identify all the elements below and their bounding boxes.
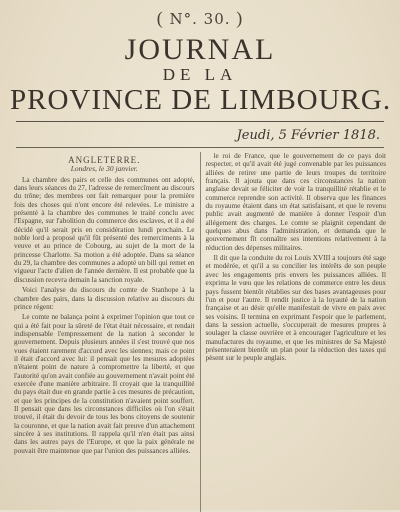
right-paragraph: le roi de France, que le gouvernement de ce pays doit respecter, et qu'il avait été jugé convenable par les puissances alliées de retirer une partie de leurs troupes du territoire français. Il ajouta que dans ces circonstances la nation anglaise devait se féliciter de voir la tranquillité rétablie et le commerce reprendre son activité. Il observa que les finances du royaume étaient dans un état satisfaisant, et que le revenu public avait augmenté de manière à donner l'espoir d'un allégement des charges. Le comte se plaignit cependant de quelques abus dans l'administration, et demanda que le gouvernement fît connaître ses intentions relativement à la réduction des dépenses militaires.: [205, 152, 386, 252]
masthead-province: PROVINCE DE LIMBOURG.: [10, 84, 392, 116]
left-paragraph: La chambre des pairs et celle des communes ont adopté, dans leurs séances du 27, l'adresse de remercîment au discours du trône; des membres ont fait remarquer pour la première fois des choses qui n'ont encore été relevées. Le ministre a présenté à la chambre des communes le traité conclu avec l'Espagne, sur l'abolition du commerce des esclaves, et il a été décidé qu'il serait pris en considération lundi prochain. Le noble lord a proposé qu'il fût présenté des remerciments à la veuve et au prince de Cobourg, au sujet de la mort de la princesse Charlotte. Sa motion a été adoptée. Dans sa séance du 29, la chambre des communes a adopté un bill qui remet en vigueur l'acte d'alien de l'année dernière. Il est probable que la discussion recevra demain la sanction royale.: [14, 175, 195, 284]
issue-number: [10, 8, 390, 29]
bracket-right: ): [236, 8, 244, 28]
left-column: [14, 152, 201, 512]
left-paragraph: Le comte ne balança point à exprimer l'opinion que tout ce qui a été fait pour la sûreté de l'état était nécessaire, et rendait indispensable l'empressement de la nation à seconder le gouvernement. Depuis plusieurs années il s'est trouvé que nos vues étaient rarement d'accord avec les siennes; mais ce point il était d'accord avec lui: il pensait que les mesures adoptées n'étaient point de nature à compromettre la liberté, et que l'autorité qu'on avait confiée au gouvernement n'avait point été exercée d'une manière arbitraire. Il croyait que la tranquillité du pays était due en grande partie à ces mesures de précaution, et que les principes de la constitution n'avaient point souffert. Il pensait que dans les circonstances difficiles où l'on s'était trouvé, il était du devoir de tous les bons citoyens de soutenir la couronne, et que la nation avait fait preuve d'un attachement sincère à ses institutions. Il rappela qu'il n'en était pas ainsi dans les autres pays de l'Europe, et que la paix générale ne pouvait être maintenue que par l'union des puissances alliées.: [14, 313, 195, 455]
left-paragraph: Voici l'analyse du discours du comte de Stanhope à la chambre des pairs, dans la discussion relative au discours du prince régent:: [14, 286, 195, 311]
dateline: Jeudi, 5 Février 1818.: [236, 128, 380, 143]
section-byline: Londres, le 30 janvier.: [70, 164, 138, 174]
masthead-journal: JOURNAL: [124, 33, 276, 66]
article-columns: [10, 152, 390, 512]
right-paragraph: Il dit que la conduite du roi Louis XVIII a toujours été sage et modérée, et qu'il a su concilier les intérêts de son peuple avec les engagements pris envers les puissances alliées. Il exprima le vœu que les relations de commerce entre les deux pays fussent bientôt rétablies sur des bases avantageuses pour l'un et pour l'autre. Il rendit justice à la loyauté de la nation française et au désir qu'elle manifestait de vivre en paix avec ses voisins. Il termina en exprimant l'espoir que le parlement, dans la session actuelle, s'occuperait de mesures propres à soulager la classe ouvrière et à encourager l'agriculture et les manufactures du royaume, et que les ministres de Sa Majesté présenteraient bientôt un plan pour la réduction des taxes qui pèsent sur le peuple anglais.: [205, 254, 386, 363]
masthead-de-la: DE LA: [162, 65, 238, 84]
bracket-left: (: [156, 8, 164, 28]
section-heading: ANGLETERRE.: [68, 155, 141, 165]
right-column: [201, 152, 387, 512]
issue-number-text: N°. 30.: [169, 10, 231, 28]
masthead-rule: [16, 121, 384, 122]
dateline-rule: [16, 147, 384, 148]
